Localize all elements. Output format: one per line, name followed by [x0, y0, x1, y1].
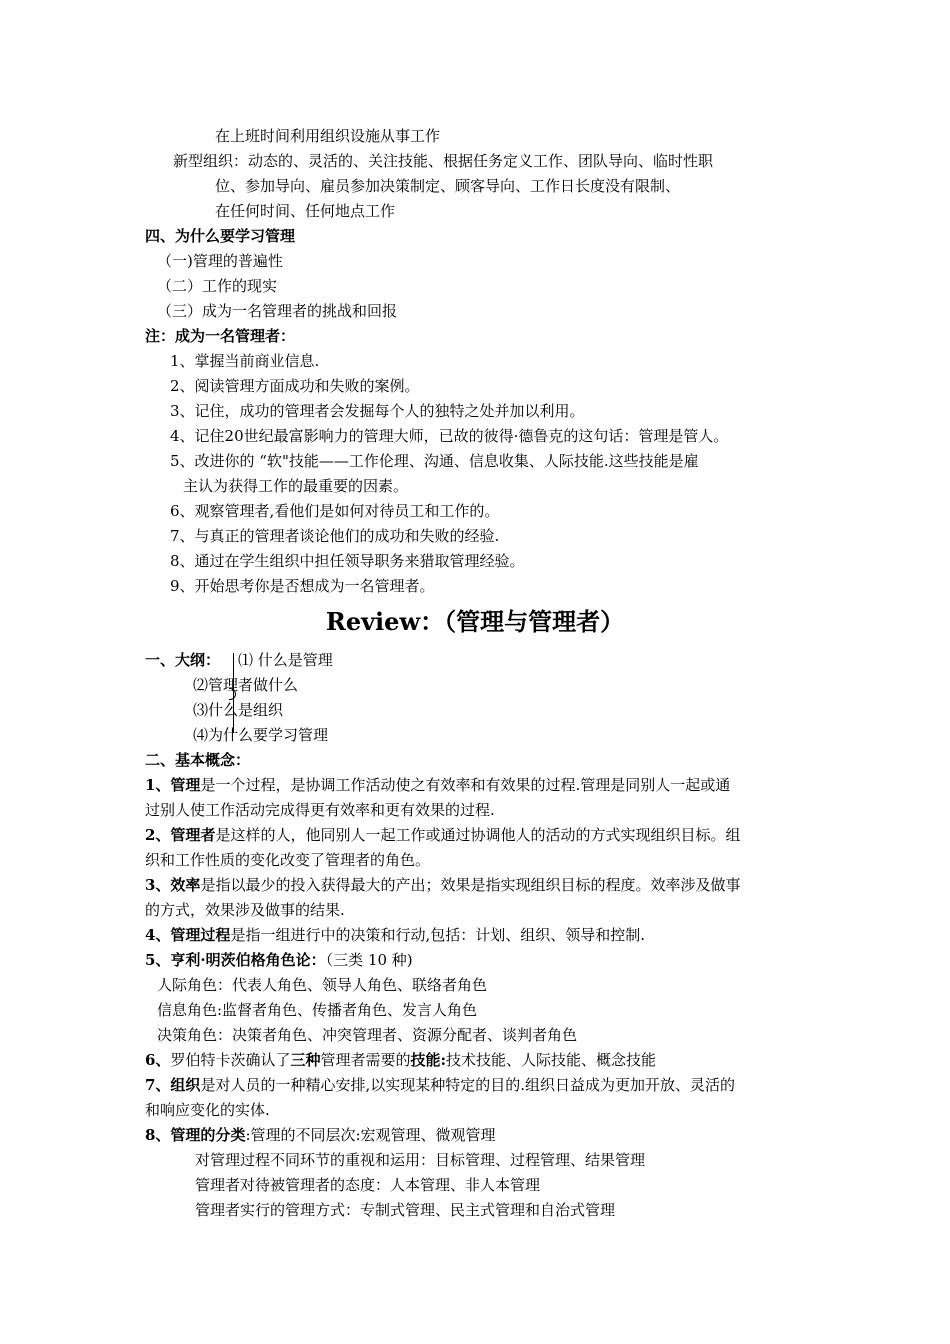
review-title: Review：（管理与管理者）	[325, 607, 625, 636]
concept-3-cont: 的方式，效果涉及做事的结果.	[145, 901, 345, 919]
outline-item: ⑵管理者做什么	[193, 676, 299, 694]
outline-item: ⑷为什么要学习管理	[193, 726, 329, 744]
concept-8: 8、管理的分类:管理的不同层次:宏观管理、微观管理	[145, 1126, 496, 1144]
outline-item: ⑶什么是组织	[193, 701, 284, 719]
list-item: 1、掌握当前商业信息.	[170, 352, 320, 370]
text-line: 位、参加导向、雇员参加决策制定、顾客导向、工作日长度没有限制、	[215, 177, 681, 195]
list-item: 2、阅读管理方面成功和失败的案例。	[170, 377, 420, 395]
list-item: 4、记住20世纪最富影响力的管理大师，已故的彼得·德鲁克的这句话：管理是管人。	[170, 427, 729, 445]
text-line: 新型组织：动态的、灵活的、关注技能、根据任务定义工作、团队导向、临时性职	[173, 152, 714, 170]
classification-line: 对管理过程不同环节的重视和运用：目标管理、过程管理、结果管理	[195, 1151, 646, 1169]
text-line: 在任何时间、任何地点工作	[215, 202, 396, 220]
outline-label: 一、大纲：	[145, 651, 221, 669]
concept-1: 1、管理是一个过程，是协调工作活动使之有效率和有效果的过程.管理是同别人一起或通	[145, 776, 731, 794]
list-item: （三）成为一名管理者的挑战和回报	[157, 302, 398, 320]
concept-2-cont: 织和工作性质的变化改变了管理者的角色。	[145, 851, 431, 869]
concepts-heading: 二、基本概念：	[145, 751, 251, 769]
role-line: 信息角色:监督者角色、传播者角色、发言人角色	[157, 1001, 478, 1019]
note-heading: 注：成为一名管理者：	[145, 327, 296, 345]
list-item: 9、开始思考你是否想成为一名管理者。	[170, 577, 435, 595]
concept-7: 7、组织是对人员的一种精心安排,以实现某种特定的目的.组织日益成为更加开放、灵活的	[145, 1076, 735, 1094]
list-item: 7、与真正的管理者谈论他们的成功和失败的经验.	[170, 527, 500, 545]
text-line: 在上班时间利用组织设施从事工作	[215, 127, 441, 145]
list-item: 5、改进你的 “软"技能——工作伦理、沟通、信息收集、人际技能.这些技能是雇	[170, 452, 699, 470]
role-line: 决策角色：决策者角色、冲突管理者、资源分配者、谈判者角色	[157, 1026, 578, 1044]
classification-line: 管理者实行的管理方式：专制式管理、民主式管理和自治式管理	[195, 1201, 616, 1219]
concept-2: 2、管理者是这样的人，他同别人一起工作或通过协调他人的活动的方式实现组织目标。组	[145, 826, 741, 844]
list-item: （一)管理的普遍性	[157, 252, 283, 270]
role-line: 人际角色：代表人角色、领导人角色、联络者角色	[157, 976, 488, 994]
outline-item: ⑴ 什么是管理	[238, 651, 333, 669]
concept-1-cont: 过别人使工作活动完成得更有效率和更有效果的过程.	[145, 801, 495, 819]
list-item-continuation: 主认为获得工作的最重要的因素。	[183, 477, 409, 495]
list-item: （二）工作的现实	[157, 277, 278, 295]
list-item: 8、通过在学生组织中担任领导职务来猎取管理经验。	[170, 552, 525, 570]
list-item: 6、观察管理者,看他们是如何对待员工和工作的。	[170, 502, 500, 520]
concept-7-cont: 和响应变化的实体.	[145, 1101, 270, 1119]
section-heading: 四、为什么要学习管理	[145, 227, 296, 245]
concept-6: 6、罗伯特卡茨确认了三种管理者需要的技能:技术技能、人际技能、概念技能	[145, 1051, 657, 1069]
classification-line: 管理者对待被管理者的态度：人本管理、非人本管理	[195, 1176, 541, 1194]
concept-4: 4、管理过程是指一组进行中的决策和行动,包括：计划、组织、领导和控制.	[145, 926, 645, 944]
concept-5: 5、亨利·明茨伯格角色论：（三类 10 种)	[145, 951, 413, 969]
list-item: 3、记住，成功的管理者会发掘每个人的独特之处并加以利用。	[170, 402, 585, 420]
concept-3: 3、效率是指以最少的投入获得最大的产出；效果是指实现组织目标的程度。效率涉及做事	[145, 876, 741, 894]
